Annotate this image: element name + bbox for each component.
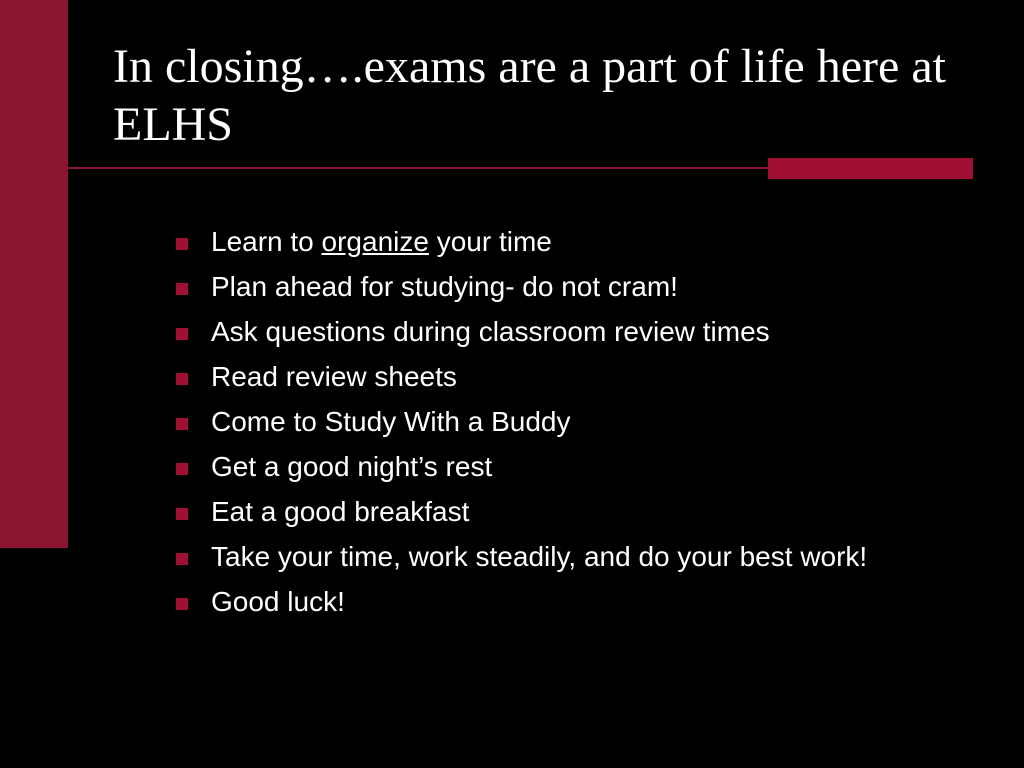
bullet-text-suffix: your time xyxy=(428,226,552,257)
bullet-text: Plan ahead for studying- do not cram! xyxy=(211,271,678,302)
list-item xyxy=(176,449,956,485)
bullet-text: Eat a good breakfast xyxy=(211,496,470,527)
bullet-text: Get a good night’s rest xyxy=(211,451,493,482)
list-item xyxy=(176,314,956,350)
square-bullet-icon xyxy=(176,238,188,250)
organize-link[interactable]: organize xyxy=(321,226,429,257)
bullet-text: Read review sheets xyxy=(211,361,457,392)
list-item xyxy=(176,359,956,395)
list-item xyxy=(176,269,956,305)
square-bullet-icon xyxy=(176,418,188,430)
slide-title: In closing….exams are a part of life here at ELHS xyxy=(113,40,946,151)
bullet-text: Come to Study With a Buddy xyxy=(211,406,571,437)
side-accent-bar xyxy=(0,0,68,548)
square-bullet-icon xyxy=(176,508,188,520)
bullet-text-prefix: Learn to xyxy=(211,226,322,257)
square-bullet-icon xyxy=(176,553,188,565)
list-item xyxy=(176,494,956,530)
list-item xyxy=(176,404,956,440)
square-bullet-icon xyxy=(176,463,188,475)
square-bullet-icon xyxy=(176,283,188,295)
bullet-text: Take your time, work steadily, and do your best work! xyxy=(211,541,868,572)
title-divider-line xyxy=(68,167,768,169)
bullet-list xyxy=(176,224,956,629)
square-bullet-icon xyxy=(176,373,188,385)
square-bullet-icon xyxy=(176,328,188,340)
list-item xyxy=(176,539,956,575)
bullet-text: Good luck! xyxy=(211,586,345,617)
title-accent-block xyxy=(768,158,973,179)
bullet-text: Ask questions during classroom review times xyxy=(211,316,770,347)
list-item xyxy=(176,584,956,620)
square-bullet-icon xyxy=(176,598,188,610)
list-item-organize xyxy=(176,224,956,260)
